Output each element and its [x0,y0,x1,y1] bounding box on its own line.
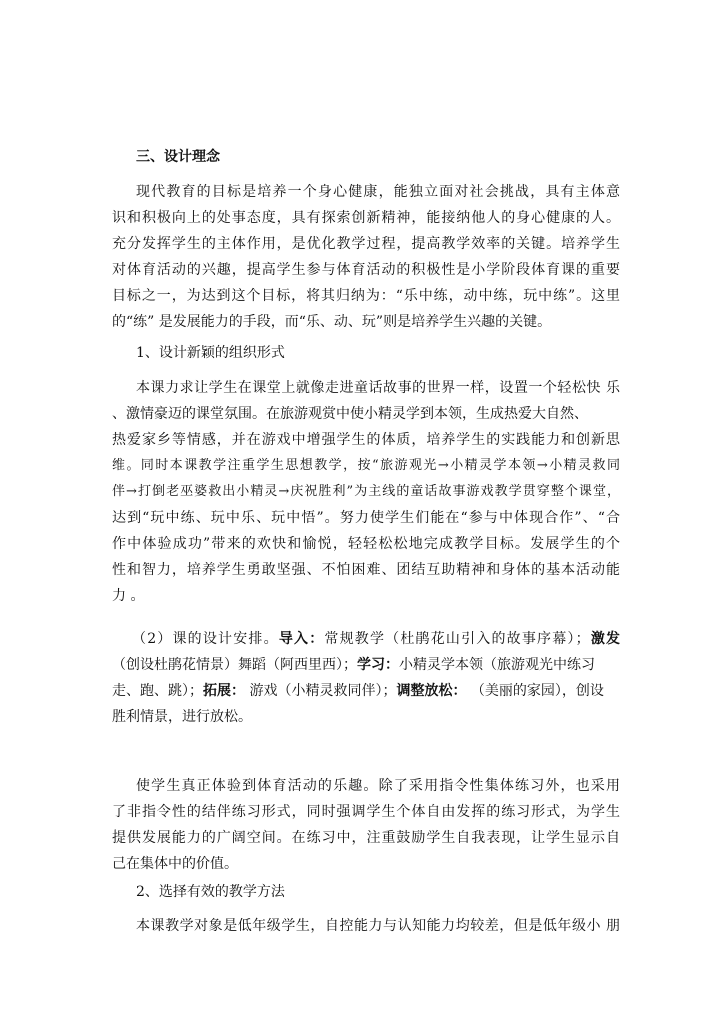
relax-text: （美丽的家园），创设 [466,683,604,699]
para1-line-6: 的“练” 是发展能力的手段，而“乐、动、玩”则是培养学生兴趣的关键。 [112,314,552,330]
para4-line-2: 了非指令性的结伴练习形式，同时强调学生个体自由发挥的练习形式，为学生 [112,804,620,820]
subheading-2: 2、选择有效的教学方法 [136,884,285,900]
subheading-1: 1、设计新颖的组织形式 [136,345,285,361]
learn-text: 小精灵学本领（旅游观光中练习 [399,657,595,673]
label-extend: 拓展： [203,683,245,699]
para1-line-4: 对体育活动的兴趣，提高学生参与体育活动的积极性是小学阶段体育课的重要 [112,262,620,278]
learn-text-cont: 走、跑、跳）； [112,683,203,699]
para2-line-8: 性和智力，培养学生勇敢坚强、不怕困难、团结互助精神和身体的基本活动能 [112,562,620,578]
para2-line-5: 伴→打倒老巫婆救出小精灵→庆祝胜利”为主线的童话故事游戏教学贯穿整个课堂， [112,484,620,499]
extend-text: 游戏（小精灵救同伴）； [245,683,397,699]
section-heading: 三、设计理念 [136,149,220,165]
label-relax: 调整放松： [396,683,467,699]
para2-line-4: 维。同时本课教学注重学生思想教学，按“旅游观光→小精灵学本领→小精灵救同 [112,458,620,473]
para2-line-2: 、激情豪迈的课堂氛围。在旅游观赏中使小精灵学到本领，生成热爱大自然、 [112,406,588,422]
para2-line-6: 达到“玩中练、玩中乐、玩中悟”。努力使学生们能在“参与中体现合作”、“合 [112,510,620,526]
para3-line-4: 胜利情景，进行放松。 [112,709,252,725]
para4-line-1: 使学生真正体验到体育活动的乐趣。除了采用指令性集体练习外，也采用 [136,778,620,794]
stimulate-text: （创设杜鹃花情景）舞蹈（阿西里西）； [112,657,357,673]
para4-line-4: 己在集体中的价值。 [112,856,238,872]
para3-line-3 [112,681,620,701]
para1-line-1: 现代教育的目标是培养一个身心健康，能独立面对社会挑战，具有主体意 [136,184,620,200]
para1-line-5: 目标之一，为达到这个目标，将其归纳为：“乐中练，动中练，玩中练”。这里 [112,288,620,304]
para2-line-1: 本课力求让学生在课堂上就像走进童话故事的世界一样，设置一个轻松快 乐 [136,380,620,396]
para4-line-3: 提供发展能力的广阔空间。在练习中，注重鼓励学生自我表现，让学生显示自 [112,830,620,846]
para2-line-7: 作中体验成功”带来的欢快和愉悦，轻轻松松地完成教学目标。发展学生的个 [112,536,620,552]
para2-line-9: 力 。 [112,588,145,604]
para5-line-1: 本课教学对象是低年级学生，自控能力与认知能力均较差，但是低年级小 朋 [136,918,620,934]
para1-line-2: 识和积极向上的处事态度，具有探索创新精神，能接纳他人的身心健康的人。 [112,210,620,226]
para3-intro: （2）课的设计安排。 [132,631,279,647]
para3-line-2 [112,655,620,675]
label-stimulate: 激发 [589,631,620,647]
intro-text: 常规教学（杜鹃花山引入的故事序幕）； [324,631,590,647]
para2-line-3: 热爱家乡等情感，并在游戏中增强学生的体质，培养学生的实践能力和创新思 [112,432,620,448]
para1-line-3: 充分发挥学生的主体作用，是优化教学过程，提高教学效率的关键。培养学生 [112,236,620,252]
para3-line-1 [132,629,620,649]
label-intro: 导入： [278,631,325,647]
label-learn: 学习： [357,657,399,673]
